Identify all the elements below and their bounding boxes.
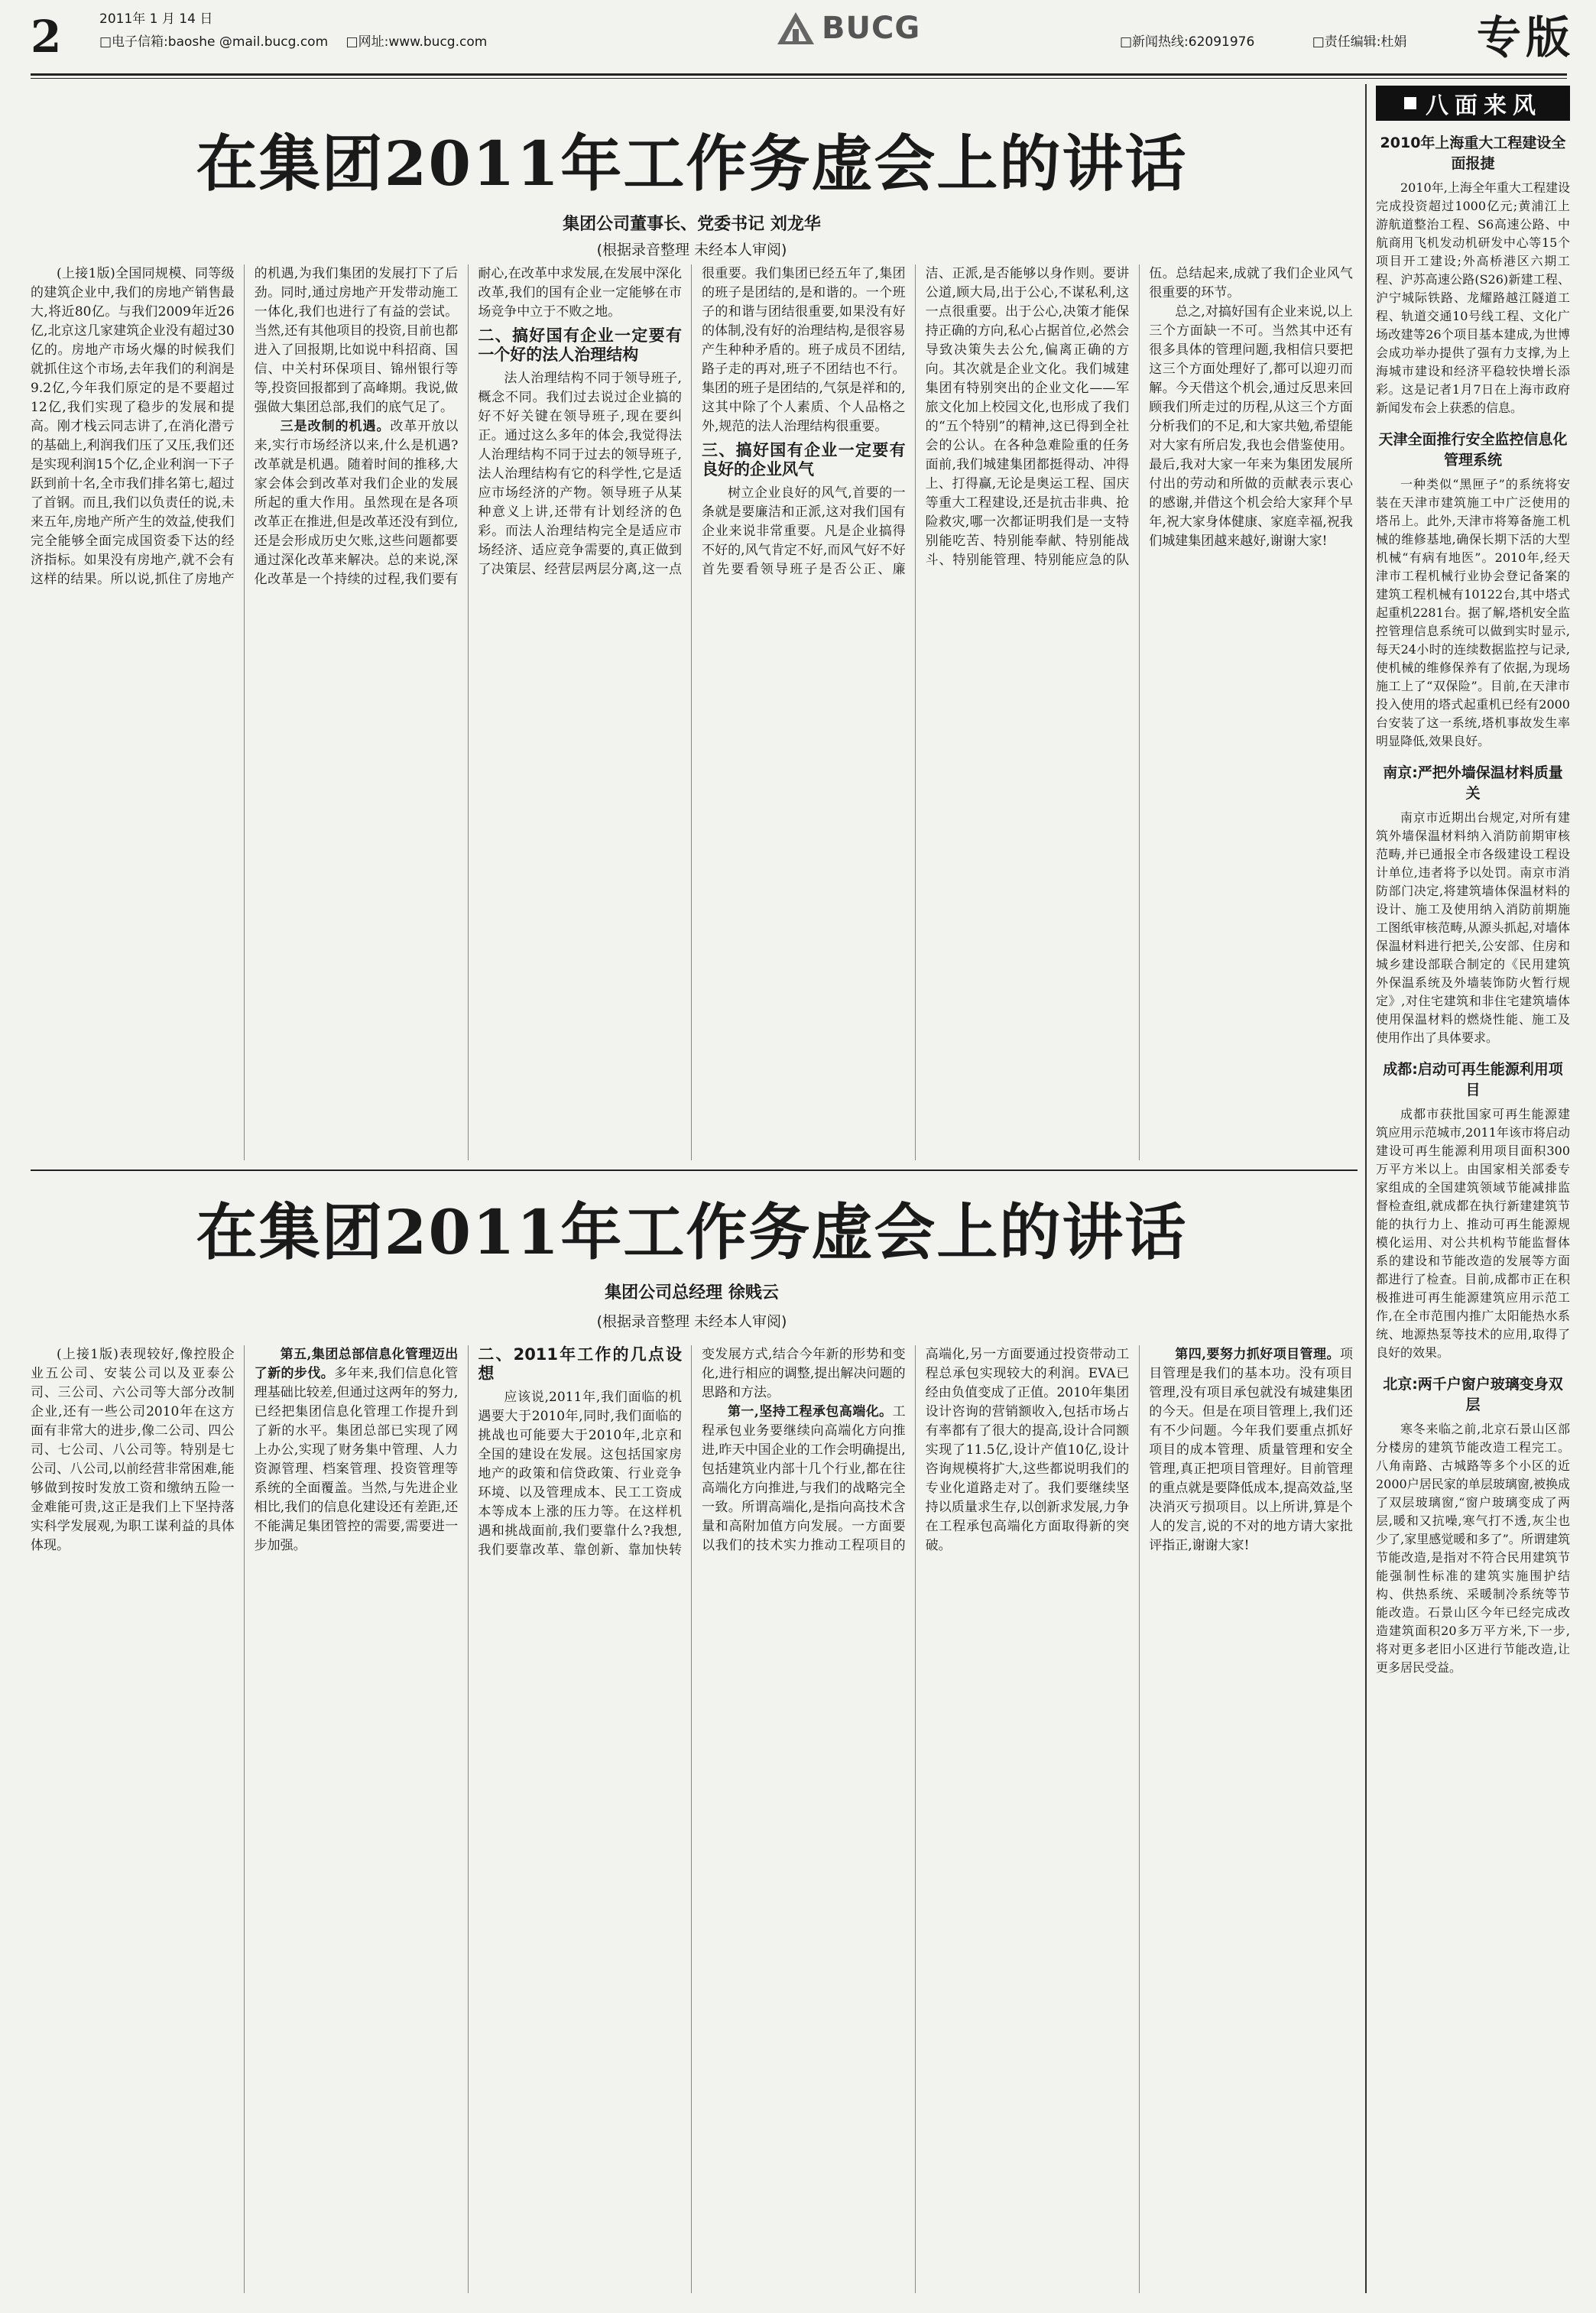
article2-heading: 二、2011年工作的几点设想 (478, 1345, 682, 1383)
article1-body (31, 264, 1353, 1160)
section-title: 专版 (1476, 11, 1575, 63)
square-bullet-icon (1404, 97, 1416, 109)
article1-paragraph: 树立企业良好的风气,首要的一条就是要廉洁和正派,这对我们国有企业来说非常重要。凡是企业搞得不好的,风气肯定不好,而风气好不好首先要看领导班子是否公正、廉洁、正派,是否能够以身作则。要讲公道,顾大局,出于公心,不谋私利,这一点很重要。出于公心,决策才能保持正确的方向,私心占据首位,必然会导致决策失去公允,偏离正确的方向。其次就是企业文化。我们城建集团有特别突出的企业文化——军旅文化加上校园文化,也形成了我们的“五个特别”的精神,这已得到全社会的公认。在各种急难险重的任务面前,我们城建集团都挺得动、冲得上、打得赢,无论是奥运工程、国庆等重大工程建设,还是抗击非典、抢险救灾,哪一次都证明我们是一支特别能吃苦、特别能奉献、特别能战斗、特别能管理、特别能应急的队伍。总结起来,成就了我们企业风气很重要的环节。 (701, 266, 1353, 577)
article1-title: 在集团2011年工作务虚会上的讲话 (196, 128, 1188, 200)
article1-subhead: 三是改制的机遇。 (280, 419, 391, 434)
news-headline: 天津全面推行安全监控信息化管理系统 (1378, 431, 1568, 469)
news-body: 一种类似“黑匣子”的系统将安装在天津市建筑施工中广泛使用的塔吊上。此外,天津市将筹备施工机械的维修基地,确保长期下活的大型机械“有病有地医”。2010年,经天津市工程机械行业协会登记备案的建筑工程机械有10122台,其中塔式起重机2281台。据了解,塔机安全监控管理信息系统可以做到实时显示,每天24小时的连续数据监控与记录,使机械的维修保养有了依据,为现场施工上了“双保险”。目前,在天津市投入使用的塔式起重机已经有2000台安装了这一系统,塔机事故发生率明显降低,效果良好。 (1376, 477, 1570, 748)
article2-paragraph: (上接1版)表现较好,像控股企业五公司、安装公司以及亚泰公司、三公司、六公司等大部分改制企业,还有一些公司2010年在这方面有非常大的进步,像二公司、四公司、七公司、八公司等。特别是七公司、八公司,以前经营非常困难,能够做到按时发放工资和缴纳五险一金难能可贵,这正是我们上下坚持落实科学发展观,为职工谋利益的具体体现。 (31, 1347, 235, 1553)
article1-heading: 三、搞好国有企业一定要有良好的企业风气 (701, 441, 906, 478)
article1-heading: 二、搞好国有企业一定要有一个好的法人治理结构 (478, 326, 682, 364)
header-email: □电子信箱:baoshe @mail.bucg.com (99, 34, 329, 50)
column-separator (1365, 84, 1367, 2293)
page-header (31, 0, 1575, 73)
article2-body (31, 1345, 1353, 2293)
news-body: 寒冬来临之前,北京石景山区部分楼房的建筑节能改造工程完工。八角南路、古城路等多个小区的近2000户居民家的单层玻璃窗,被换成了双层玻璃窗,“窗户玻璃变成了两层,暖和又抗噪,寒气打不透,灰尘也少了,家里感觉暖和多了”。所谓建筑节能改造,是指对不符合民用建筑节能强制性标准的建筑实施围护结构、供热系统、采暖制冷系统等节能改造。石景山区今年已经完成改造建筑面积20多万平方米,下一步,将对更多老旧小区进行节能改造,让更多居民受益。 (1376, 1422, 1570, 1675)
article2-paragraph: 多年来,我们信息化管理基础比较差,但通过这两年的努力,已经把集团信息化管理工作提升到了新的水平。集团总部已实现了网上办公,实现了财务集中管理、人力资源管理、档案管理、投资管理等系统的全面覆盖。当然,与先进企业相比,我们的信息化建设还有差距,还不能满足集团管控的需要,需要进一步加强。 (254, 1366, 459, 1553)
article2-paragraph: 应该说,2011年,我们面临的机遇要大于2010年,同时,我们面临的挑战也可能要大于2010年,北京和全国的建设在发展。这包括国家房地产的政策和信贷政策、行业竞争环境、以及管理成本、民工工资成本等成本上涨的压力等。在这样机遇和挑战面前,我们要靠什么?我想,我们要靠改革、靠创新、靠加快转变发展方式,结合今年新的形势和变化,进行相应的调整,提出解决问题的思路和方法。 (478, 1347, 906, 1558)
sidebar-title: 八面来风 (1426, 92, 1542, 119)
header-rule-thin (31, 78, 1567, 79)
news-item (1376, 428, 1570, 751)
article2-byline: 集团公司总经理 徐贱云 (605, 1283, 779, 1302)
article2-paragraph: 工程承包业务要继续向高端化方向推进,昨天中国企业的工作会明确提出,包括建筑业内部十几个行业,都在往高端化方向推进,与我们的战略完全一致。所谓高端化,是指向高技术含量和高附加值方向发展。一方面要以我们的技术实力推动工程项目的高端化,另一方面要通过投资带动工程总承包实现较大的利润。EVA已经由负值变成了正值。2010年集团设计咨询的营销额收入,包括市场占有率都有了很大的提高,设计合同额实现了11.5亿,设计产值10亿,设计咨询规模将扩大,这些都说明我们的专业化道路走对了。我们要继续坚持以质量求生存,以创新求发展,力争在工程承包高端化方面取得新的突破。 (701, 1347, 1130, 1553)
header-editor: □责任编辑:杜娟 (1312, 34, 1407, 50)
article1-paragraph: (上接1版)全国同规模、同等级的建筑企业中,我们的房地产销售最大,将近80亿。与我们2009年近26亿,北京这几家建筑企业没有超过30亿的。房地产市场火爆的时候我们就抓住这个市场,去年我们的利润是9.2亿,今年我们原定的是不要超过12亿,我们实现了稳步的发展和提高。刚才栈云同志讲了,在消化潜亏的基础上,利润我们压了又压,我们还是实现利润15个亿,企业利润一下子跃到前十名,全市我们排名第七,超过了首钢。而且,我们以负责任的说,未来五年,房地产所产生的效益,使我们完全能够全面完成国资委下达的经济指标。如果没有房地产,就不会有这样的结果。所以说,抓住了房地产的机遇,为我们集团的发展打下了后劲。同时,通过房地产开发带动施工一体化,我们也进行了有益的尝试。当然,还有其他项目的投资,目前也都进入了回报期,比如说中科招商、国信、中关村环保项目、锦州银行等等,投资回报都到了高峰期。我说,做强做大集团总部,我们的底气足了。 (31, 266, 459, 587)
news-body: 南京市近期出台规定,对所有建筑外墙保温材料纳入消防前期审核范畴,并已通报全市各级建设工程设计单位,违者将予以处罚。南京市消防部门决定,将建筑墙体保温材料的设计、施工及使用纳入消防前期施工图纸审核范畴,从源头抓起,对墙体保温材料进行把关,公安部、住房和城乡建设部联合制定的《民用建筑外保温系统及外墙装饰防火暂行规定》,对住宅建筑和非住宅建筑墙体使用保温材料的燃烧性能、施工及使用作出了具体要求。 (1376, 810, 1570, 1045)
news-headline: 2010年上海重大工程建设全面报捷 (1380, 135, 1566, 172)
bucg-logo-icon (776, 11, 816, 46)
article2-paragraph: 项目管理是我们的基本功。没有项目管理,没有项目承包就没有城建集团的今天。但是在项目管理上,我们还有不少问题。今年我们要重点抓好项目的成本管理、质量管理和安全管理,真正把项目管理好。目前管理的重点就是要降低成本,提高效益,坚决消灭亏损项目。以上所讲,算是个人的发言,说的不对的地方请大家批评指正,谢谢大家! (1149, 1347, 1353, 1553)
header-rule (31, 73, 1567, 76)
article2-subhead: 第四,要努力抓好项目管理。 (1175, 1347, 1340, 1362)
sidebar-header (1376, 86, 1570, 121)
header-hotline: □新闻热线:62091976 (1120, 34, 1255, 50)
news-headline: 南京:严把外墙保温材料质量关 (1383, 764, 1563, 802)
article2-note: (根据录音整理 未经本人审阅) (596, 1313, 787, 1330)
news-headline: 成都:启动可再生能源利用项目 (1383, 1061, 1563, 1098)
article1-paragraph: 法人治理结构不同于领导班子,概念不同。我们过去说过企业搞的好不好关键在领导班子,现在要纠正。通过这么多年的体会,我觉得法人治理结构不同于过去的领导班子,法人治理结构有它的科学性,它是适应市场经济的产物。领导班子从某种意义上讲,还带有计划经济的色彩。而法人治理结构完全是适应市场经济、适应竞争需要的,真正做到了决策层、经营层两层分离,这一点很重要。我们集团已经五年了,集团的班子是团结的,是和谐的。一个班子的和谐与团结很重要,如果没有好的体制,没有好的治理结构,是很容易产生种种矛盾的。班子成员不团结,路子走的再对,班子不团结也不行。集团的班子是团结的,气氛是祥和的,这其中除了个人素质、个人品格之外,规范的法人治理结构很重要。 (478, 266, 906, 577)
header-info (99, 8, 501, 54)
news-item (1376, 1058, 1570, 1362)
news-item (1376, 761, 1570, 1047)
header-website: □网址:www.bucg.com (345, 34, 488, 50)
article1-paragraph: 总之,对搞好国有企业来说,以上三个方面缺一不可。当然其中还有很多具体的管理问题,我相信只要把这三个方面处理好了,都可以迎刃而解。今天借这个机会,通过反思来回顾我们所走过的历程,从这三个方面分析我们的不足,和大家共勉,希望能对大家有所启发,我也会借鉴使用。最后,我对大家一年来为集团发展所付出的劳动和所做的贡献表示衷心的感谢,并借这个机会给大家拜个早年,祝大家身体健康、家庭幸福,祝我们城建集团越来越好,谢谢大家! (1149, 304, 1353, 549)
logo-text: BUCG (822, 11, 921, 46)
article2-subhead: 第五,集团总部信息化管理迈出了新的步伐。 (254, 1347, 459, 1381)
news-body: 2010年,上海全年重大工程建设完成投资超过1000亿元;黄浦江上游航道整治工程、S6高速公路、中航商用飞机发动机研发中心等15个项目开工建设;外高桥港区六期工程、沪苏高速公路(S26)新建工程、沪宁城际铁路、龙耀路越江隧道工程、轨道交通10号线工程、文化广场改建等26个项目基本建成,为世博会成功举办提供了强有力支撑,为上海城市建设和经济平稳较快增长添彩。这是记者1月7日在上海市政府新闻发布会上获悉的信息。 (1376, 180, 1570, 415)
header-date: 2011年 1 月 14 日 (99, 11, 213, 27)
bucg-logo (776, 11, 920, 46)
article1-byline: 集团公司董事长、党委书记 刘龙华 (563, 215, 821, 234)
news-item (1376, 1373, 1570, 1677)
sidebar-news (1376, 86, 1570, 1677)
article1-paragraph: 改革开放以来,实行市场经济以来,什么是机遇?改革就是机遇。随着时间的推移,大家会体会到改革对我们企业的发展所起的重大作用。虽然现在是各项改革正在推进,但是改革还没有到位,还是会形成历史欠账,这些问题都要通过深化改革来解决。总的来说,深化改革是一个持续的过程,我们要有耐心,在改革中求发展,在发展中深化改革,我们的国有企业一定能够在市场竞争中立于不败之地。 (254, 266, 682, 587)
header-editorial (1120, 31, 1461, 50)
article-divider (31, 1169, 1358, 1171)
news-item (1376, 131, 1570, 417)
article1-note: (根据录音整理 未经本人审阅) (596, 242, 787, 258)
page-number: 2 (31, 11, 62, 63)
article2-subhead: 第一,坚持工程承包高端化。 (727, 1404, 893, 1419)
news-headline: 北京:两千户窗户玻璃变身双层 (1383, 1376, 1563, 1413)
news-body: 成都市获批国家可再生能源建筑应用示范城市,2011年该市将启动建设可再生能源利用项目面积300万平方米以上。由国家相关部委专家组成的全国建筑领域节能减排监督检查组,就成都在执行新建建筑节能的执行力上、推动可再生能源规模化运用、对公共机构节能监督体系的建设和节能改造的发展等方面都进行了检查。目前,成都市正在积极推进可再生能源建筑应用示范工作,在全市范围内推广太阳能热水系统、地源热泵等技术的应用,取得了良好的效果。 (1376, 1107, 1570, 1360)
header-contacts (99, 31, 501, 54)
article2-title: 在集团2011年工作务虚会上的讲话 (196, 1196, 1188, 1268)
